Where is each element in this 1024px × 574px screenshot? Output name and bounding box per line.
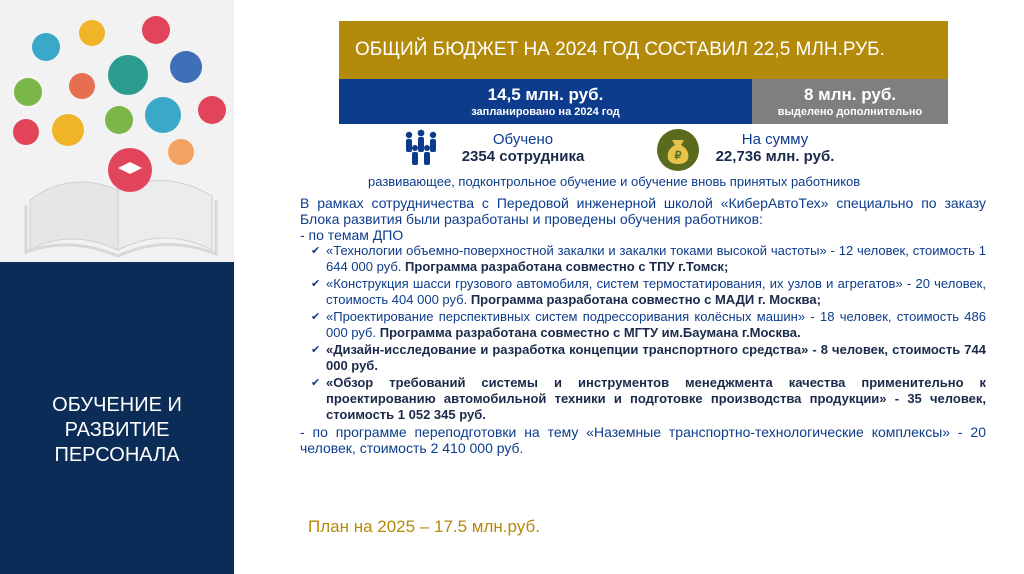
list-item xyxy=(311,309,986,341)
left-panel xyxy=(0,0,234,574)
training-details xyxy=(300,195,986,456)
sum-label: На сумму xyxy=(741,131,809,148)
dpo-heading: - по темам ДПО xyxy=(300,227,404,243)
trained-stat xyxy=(448,131,598,165)
checkmark-icon: ✔ xyxy=(311,377,321,389)
item-title: «Конструкция шасси грузового автомобиля, систем термостатирования, их узлов и агрегатов» - xyxy=(326,276,912,291)
budget-header-text: ОБЩИЙ БЮДЖЕТ НА 2024 ГОД СОСТАВИЛ 22,5 МЛН.РУБ. xyxy=(355,39,885,60)
education-illustration xyxy=(0,0,234,262)
list-item xyxy=(311,342,986,374)
list-item xyxy=(311,276,986,308)
trained-label: Обучено xyxy=(492,131,554,148)
intro-paragraph: В рамках сотрудничества с Передовой инженерной школой «КиберАвтоТех» специально по заказу Блока развития были разработаны и проведены обучения работников: xyxy=(300,195,986,227)
checkmark-icon: ✔ xyxy=(311,311,321,323)
item-detail: 35 человек, стоимость 1 052 345 руб. xyxy=(326,391,986,422)
section-title: ОБУЧЕНИЕ И РАЗВИТИЕ ПЕРСОНАЛА xyxy=(52,394,182,466)
item-detail: 8 человек, стоимость 744 000 руб. xyxy=(326,342,986,373)
checkmark-icon: ✔ xyxy=(311,278,321,290)
dpo-list xyxy=(300,243,986,423)
checkmark-icon: ✔ xyxy=(311,245,321,257)
retraining-paragraph: - по программе переподготовки на тему «Наземные транспортно-технологические комплексы» - 20 человек, стоимость 2 410 000 руб. xyxy=(300,424,986,456)
planned-value: 14,5 млн. руб. xyxy=(487,85,604,104)
item-partner: Программа разработана совместно с МГТУ им.Баумана г.Москва. xyxy=(379,325,801,340)
sum-value: 22,736 млн. руб. xyxy=(715,148,835,165)
training-note: развивающее, подконтрольное обучение и обучение вновь принятых работников xyxy=(368,174,861,189)
item-title: «Дизайн-исследование и разработка концепции транспортного средства» - xyxy=(326,342,817,357)
budget-header xyxy=(339,21,948,79)
sum-stat xyxy=(702,131,848,165)
item-partner: Программа разработана совместно с МАДИ г. Москва; xyxy=(470,292,821,307)
svg-text:₽: ₽ xyxy=(674,150,682,162)
checkmark-icon: ✔ xyxy=(311,344,321,356)
book-icons-illustration xyxy=(0,0,234,262)
extra-label: выделено дополнительно xyxy=(777,106,923,118)
item-detail: 18 человек, стоимость 486 000 руб. xyxy=(326,309,986,340)
planned-label: запланировано на 2024 год xyxy=(471,106,620,118)
item-partner: Программа разработана совместно с ТПУ г.Томск; xyxy=(405,259,729,274)
list-item xyxy=(311,375,986,423)
item-title: «Проектирование перспективных систем подрессоривания колёсных машин» - xyxy=(326,309,815,324)
item-detail: 12 человек, стоимость 1 644 000 руб. xyxy=(326,243,986,274)
money-bag-icon xyxy=(656,128,700,172)
list-item xyxy=(311,243,986,275)
extra-value: 8 млн. руб. xyxy=(803,85,897,104)
trained-value: 2354 сотрудника xyxy=(461,148,585,165)
plan-2025: План на 2025 – 17.5 млн.руб. xyxy=(308,517,540,536)
people-icon xyxy=(401,127,441,167)
item-title: «Обзор требований системы и инструментов менеджмента качества применительно к проектированию автомобильной техники и подготовке производства продукции» - xyxy=(326,375,986,406)
item-detail: 20 человек, стоимость 404 000 руб. xyxy=(326,276,986,307)
planned-budget-box xyxy=(339,79,752,124)
extra-budget-box xyxy=(752,79,948,124)
item-title: «Технологии объемно-поверхностной закалки и закалки токами высокой частоты» - xyxy=(326,243,835,258)
